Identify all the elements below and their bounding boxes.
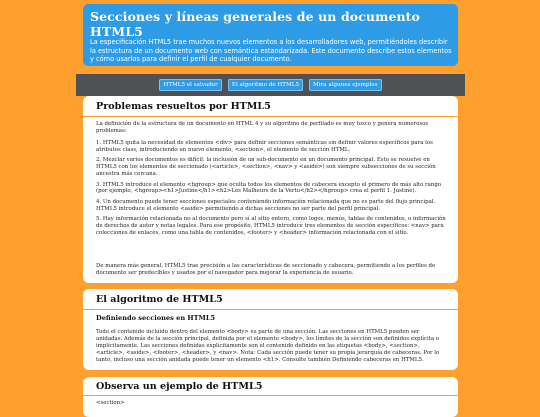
list-item: 1. HTML5 quita la necesidad de elementos <div> para definir secciones semánticas sin definir valores específicos para los atributos class, introduciendo un nuevo elemento, <section>, el elemento de sección HTML. (96, 140, 433, 153)
nav-bar (76, 74, 465, 96)
section-outro: De manera más general, HTML5 trae precisión a las características de seccionado y cabecera, permitiendo a los perfiles de documento ser predecibles y usados por el navegador para mejorar la experiencia de usuario. (96, 263, 436, 276)
list-item: 3. HTML5 introduce el elemento <hgroup> que oculta todos los elementos de cabecera excepto el primero de más alto rango (por ejemplo, <hgroup><h1>Justine</h1><h2>Les Malheurs de la Vertu</h2></hgroup> crea el perfil 1. Justine). (96, 181, 442, 195)
list-item: 2. Mezclar varios documentos es difícil: la inclusión de un sub-documento en un documento principal. Esto se resuelve en HTML5 con los elementos de seccionado (<article>, <section>, <nav> y <aside>) son siempre subsecciones de su sección ancestra más cercana. (96, 157, 436, 178)
divider (83, 395, 458, 396)
section-title: Problemas resueltos por HTML5 (96, 101, 271, 112)
nav-link-ejemplos[interactable]: Mira algunos ejemplos (309, 79, 382, 91)
nav-link-salvador[interactable]: HTML5 el salvador (159, 79, 221, 91)
divider (83, 116, 458, 117)
list-item: 4. Un documento puede tener secciones especiales conteniendo información relacionada que no es parte del flujo principal. HTML5 introduce el elemento <aside> permitiendo a dichas secciones no ser parte del perfil principal. (96, 198, 436, 212)
section-algoritmo (83, 289, 458, 370)
page-header (83, 4, 458, 66)
page-title: Secciones y líneas generales de un documento HTML5 (90, 9, 420, 39)
header-description: La especificación HTML5 trae muchos nuevos elementos a los desarrolladores web, permitiéndoles describir la estructura de un documento web con semántica estandarizada. Este documento describe estos elementos y cómo usarlos para definir el perfil de cualquier documento. (90, 38, 452, 64)
code-snippet: <section> (96, 400, 125, 406)
problem-list (96, 140, 446, 240)
section-title: Observa un ejemplo de HTML5 (96, 381, 263, 392)
list-item: 5. Hay información relacionada no al documento pero sí al sitio entero, como logos, menús, tablas de contenidos, o información de derechos de autor y notas legales. Para ese propósito, HTML5 introduce tres elementos de sección específicos: <nav> para colecciones de enlaces, como una tabla de contenidos, <footer> y <header> información relacionada con el sitio. (96, 216, 446, 236)
nav-link-algoritmo[interactable]: El algoritmo de HTML5 (228, 79, 303, 91)
section-ejemplo (83, 377, 458, 417)
section-problemas (83, 96, 458, 283)
section-intro: La definición de la estructura de un documento en HTML 4 y su algoritmo de perfilado es muy tosco y genera numerosos problemas: (96, 121, 429, 134)
page (83, 0, 458, 405)
section-body: Todo el contenido incluido dentro del elemento <body> es parte de una sección. Las secciones en HTML5 pueden ser anidadas. Además de la sección principal, definida por el elemento <body>, los límites de la sección son definidos explícita o implícitamente. Las secciones definidas explícitamente son el contenido definido en las etiquetas <body>, <section>, <article>, <aside>, <footer>, <header>, y <nav>. Nota: Cada sección puede tener su propia jerarquía de cabeceras. Por lo tanto, incluso una sección anidada puede tener un elemento <h1>. Consulte también Definiendo cabeceras en HTML5. (96, 329, 440, 363)
divider (83, 309, 458, 310)
section-title: El algoritmo de HTML5 (96, 294, 223, 305)
section-subtitle: Definiendo secciones en HTML5 (96, 314, 216, 322)
